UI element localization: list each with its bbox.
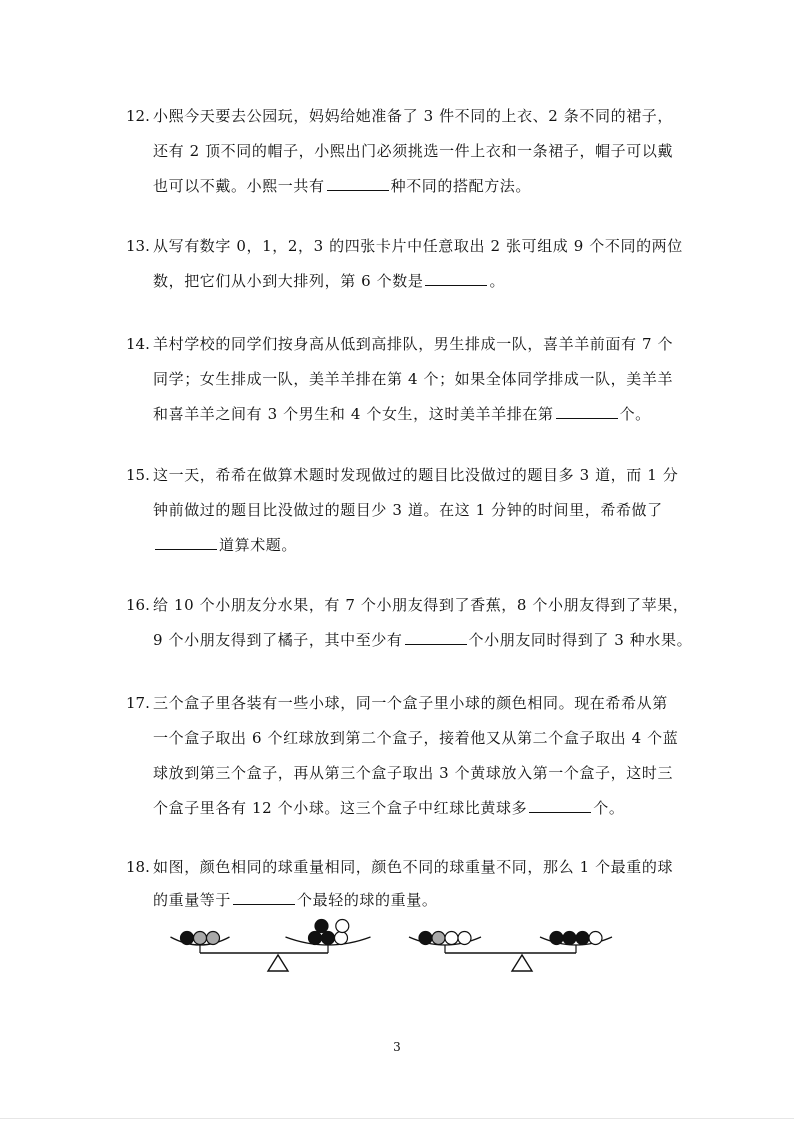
problem-line [153, 362, 693, 396]
fulcrum-triangle [268, 955, 288, 971]
gray-ball [207, 932, 220, 945]
gray-ball [194, 932, 207, 945]
black-ball [315, 920, 328, 933]
line-text: 和喜羊羊之间有 3 个男生和 4 个女生，这时美羊羊排在第 [153, 405, 554, 423]
line-text: 如图，颜色相同的球重量相同，颜色不同的球重量不同，那么 1 个最重的球 [153, 858, 674, 876]
problem-line [153, 883, 693, 917]
answer-blank[interactable] [155, 529, 217, 550]
problem-number: 14. [126, 335, 150, 353]
answer-blank[interactable] [425, 265, 487, 286]
line-text: 从写有数字 0，1，2，3 的四张卡片中任意取出 2 张可组成 9 个不同的两位 [153, 237, 683, 255]
black-ball [563, 932, 576, 945]
line-text: 个最轻的球的重量。 [297, 891, 438, 909]
line-text: 数，把它们从小到大排列，第 6 个数是 [153, 272, 424, 290]
white-ball [589, 932, 602, 945]
line-text: 钟前做过的题目比没做过的题目少 3 道。在这 1 分钟的时间里，希希做了 [153, 501, 663, 519]
line-text: 还有 2 顶不同的帽子，小熙出门必须挑选一件上衣和一条裙子，帽子可以戴 [153, 142, 674, 160]
problem-number: 18. [126, 858, 150, 876]
line-text: 三个盒子里各装有一些小球，同一个盒子里小球的颜色相同。现在希希从第 [153, 694, 668, 712]
white-ball [458, 932, 471, 945]
white-ball [336, 920, 349, 933]
fulcrum-triangle [512, 955, 532, 971]
problem-line [153, 99, 693, 133]
page-number: 3 [393, 1040, 401, 1054]
problem-line [153, 229, 693, 263]
footer-divider [0, 1118, 794, 1119]
line-text: 羊村学校的同学们按身高从低到高排队，男生排成一队，喜羊羊前面有 7 个 [153, 335, 674, 353]
balance-scales-figure [170, 917, 640, 977]
line-text: 。 [489, 272, 506, 290]
line-text: 给 10 个小朋友分水果，有 7 个小朋友得到了香蕉，8 个小朋友得到了苹果， [153, 596, 689, 614]
gray-ball [432, 932, 445, 945]
line-text: 个。 [593, 799, 625, 817]
problem-line [153, 721, 693, 755]
problem-line [153, 458, 693, 492]
problem-line [153, 397, 693, 431]
problem-line [153, 791, 693, 825]
problem-line [153, 493, 693, 527]
answer-blank[interactable] [233, 884, 295, 905]
answer-blank[interactable] [405, 624, 467, 645]
black-ball [181, 932, 194, 945]
line-text: 也可以不戴。小熙一共有 [153, 177, 325, 195]
problem-number: 12. [126, 107, 150, 125]
problem-line [153, 169, 693, 203]
problem-number: 17. [126, 694, 150, 712]
problem-number: 16. [126, 596, 150, 614]
problem-line [153, 528, 693, 562]
line-text: 小熙今天要去公园玩，妈妈给她准备了 3 件不同的上衣、2 条不同的裙子， [153, 107, 673, 125]
answer-blank[interactable] [556, 398, 618, 419]
black-ball [550, 932, 563, 945]
line-text: 个小朋友同时得到了 3 种水果。 [468, 631, 693, 649]
white-ball [445, 932, 458, 945]
black-ball [576, 932, 589, 945]
problem-number: 13. [126, 237, 150, 255]
line-text: 的重量等于 [153, 891, 232, 909]
problem-line [153, 850, 693, 884]
problem-line [153, 756, 693, 790]
line-text: 这一天，希希在做算术题时发现做过的题目比没做过的题目多 3 道，而 1 分 [153, 466, 679, 484]
problem-line [153, 623, 693, 657]
problem-line [153, 588, 693, 622]
answer-blank[interactable] [327, 170, 389, 191]
black-ball [309, 932, 322, 945]
problem-line [153, 134, 693, 168]
line-text: 9 个小朋友得到了橘子，其中至少有 [153, 631, 403, 649]
black-ball [322, 932, 335, 945]
line-text: 同学；女生排成一队，美羊羊排在第 4 个；如果全体同学排成一队，美羊羊 [153, 370, 674, 388]
problem-line [153, 327, 693, 361]
problem-line [153, 686, 693, 720]
line-text: 一个盒子取出 6 个红球放到第二个盒子，接着他又从第二个盒子取出 4 个蓝 [153, 729, 679, 747]
answer-blank[interactable] [529, 792, 591, 813]
problem-number: 15. [126, 466, 150, 484]
problem-line [153, 264, 693, 298]
black-ball [419, 932, 432, 945]
line-text: 个盒子里各有 12 个小球。这三个盒子中红球比黄球多 [153, 799, 528, 817]
white-ball [335, 932, 348, 945]
line-text: 道算术题。 [219, 536, 298, 554]
line-text: 个。 [619, 405, 651, 423]
line-text: 球放到第三个盒子，再从第三个盒子取出 3 个黄球放入第一个盒子，这时三 [153, 764, 674, 782]
line-text: 种不同的搭配方法。 [390, 177, 532, 195]
